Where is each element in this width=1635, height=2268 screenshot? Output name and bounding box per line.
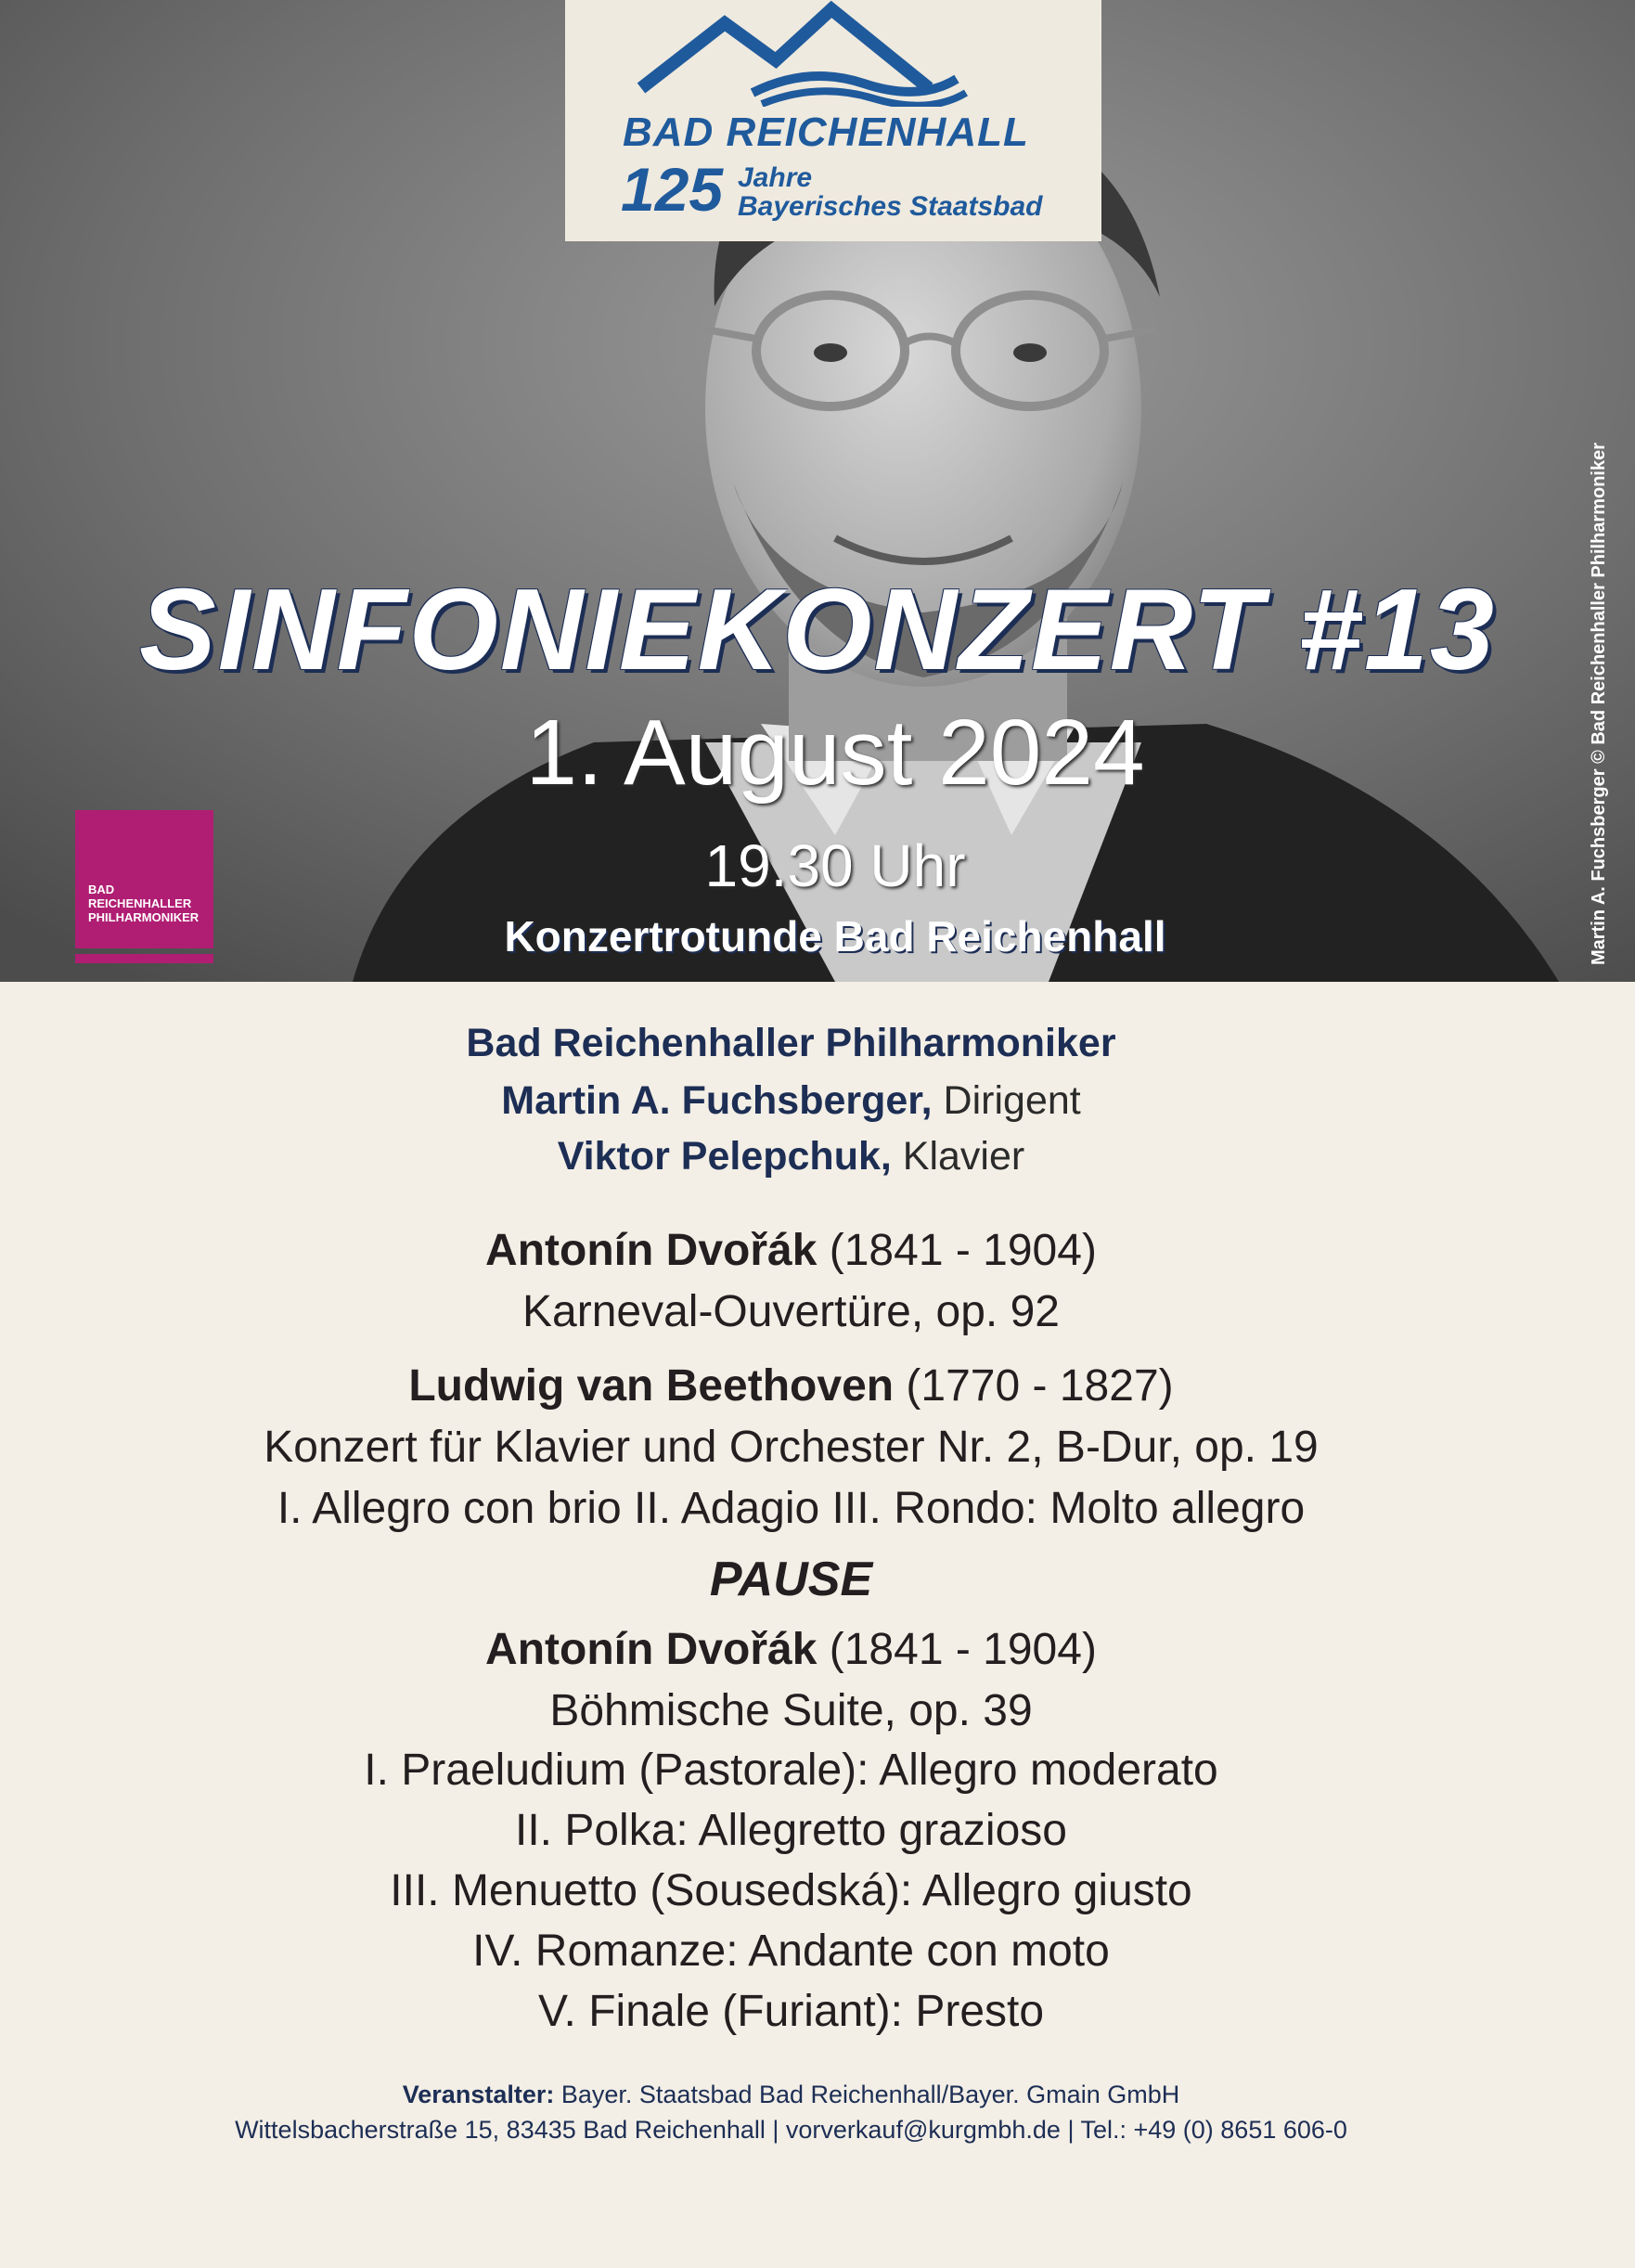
photo-credit: Martin A. Fuchsberger © Bad Reichenhaller Philharmoniker bbox=[1589, 442, 1609, 965]
concert-venue: Konzertrotunde Bad Reichenhall bbox=[504, 912, 1166, 960]
movement-item: III. Menuetto (Sousedská): Allegro giusto bbox=[390, 1866, 1192, 1915]
movement-item: I. Praeludium (Pastorale): Allegro moderato bbox=[364, 1746, 1218, 1795]
logo-name: BAD REICHENHALL bbox=[623, 110, 1029, 155]
work-title: Karneval-Ouvertüre, op. 92 bbox=[522, 1287, 1060, 1336]
movement-item: V. Finale (Furiant): Presto bbox=[537, 1987, 1045, 2036]
concert-date: 1. August 2024 bbox=[525, 701, 1145, 805]
logo-subtitle: Bayerisches Staatsbad bbox=[738, 191, 1043, 222]
logo-years-number: 125 bbox=[621, 155, 724, 224]
concert-time: 19.30 Uhr bbox=[704, 832, 966, 899]
logo-years-word: Jahre bbox=[738, 162, 813, 193]
composer-heading: Ludwig van Beethoven (1770 - 1827) bbox=[408, 1361, 1174, 1411]
organizer-line: Veranstalter: Bayer. Staatsbad Bad Reichenhall/Bayer. Gmain GmbH bbox=[402, 2081, 1180, 2108]
hero-photo-area bbox=[0, 0, 1635, 982]
bad-reichenhall-logo bbox=[565, 0, 1101, 241]
work-title: Böhmische Suite, op. 39 bbox=[549, 1686, 1033, 1735]
composer-heading: Antonín Dvořák (1841 - 1904) bbox=[485, 1226, 1097, 1275]
intermission-label: PAUSE bbox=[709, 1553, 873, 1606]
movement-item: IV. Romanze: Andante con moto bbox=[472, 1927, 1110, 1976]
work-movements: I. Allegro con brio II. Adagio III. Rondo: Molto allegro bbox=[277, 1484, 1306, 1533]
movement-item: II. Polka: Allegretto grazioso bbox=[515, 1806, 1067, 1855]
philharmoniker-logo-line1: BAD bbox=[88, 883, 115, 896]
performer-piano: Viktor Pelepchuk, Klavier bbox=[557, 1134, 1025, 1179]
performer-conductor: Martin A. Fuchsberger, Dirigent bbox=[501, 1078, 1081, 1123]
composer-heading: Antonín Dvořák (1841 - 1904) bbox=[485, 1625, 1097, 1674]
philharmoniker-logo-line3: PHILHARMONIKER bbox=[88, 910, 200, 924]
mountain-icon bbox=[623, 0, 1049, 107]
concert-title: SINFONIEKONZERT #13 bbox=[138, 566, 1496, 694]
contact-line: Wittelsbacherstraße 15, 83435 Bad Reichenhall | vorverkauf@kurgmbh.de | Tel.: +49 (0) 8651 606-0 bbox=[235, 2116, 1347, 2144]
philharmoniker-logo-line2: REICHENHALLER bbox=[88, 896, 192, 910]
performer-orchestra: Bad Reichenhaller Philharmoniker bbox=[466, 1021, 1116, 1065]
work-title: Konzert für Klavier und Orchester Nr. 2, B-Dur, op. 19 bbox=[264, 1423, 1319, 1472]
